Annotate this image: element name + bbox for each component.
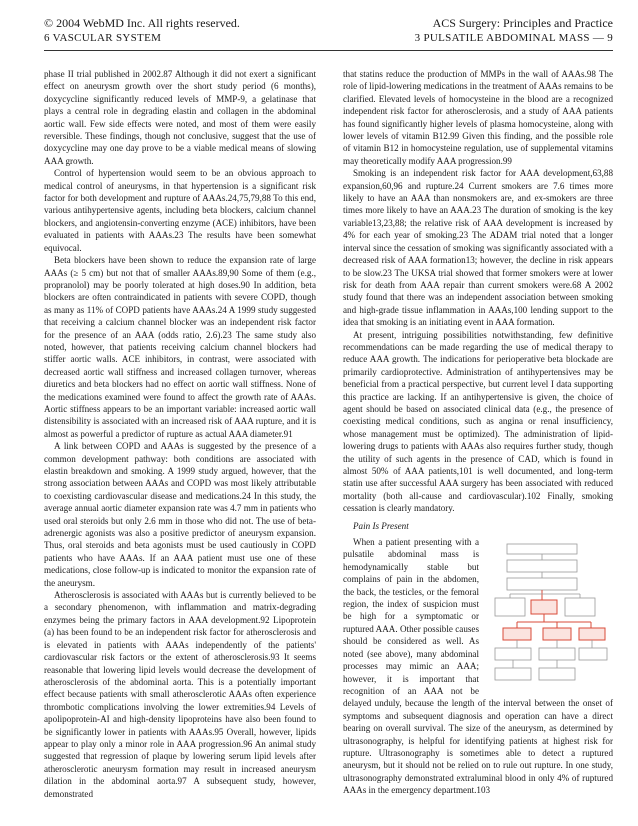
flow-box [539, 668, 575, 680]
running-header-left [44, 16, 240, 46]
flow-box [507, 544, 577, 554]
body-paragraph: When a patient presenting with a pulsatile abdominal mass is hemodynamically stable but complains of pain in the abdomen, the back, the testicles, or the femoral region, the index of suspicion must be high for a symptomatic or ruptured AAA. Other possible causes should be considered as well. As noted (see above), many abdominal processes may mimic an AAA; however, it is important that recognition of an AAA not be delayed unduly, because the length of the interval between the onset of symptoms and subsequent diagnosis and operation can have a direct bearing on overall survival. The size of the aneurysm, as determined by ultrasonography, is helpful for identifying patients at highest risk for rupture. Ultrasonography is sometimes able to detect a ruptured aneurysm, but it should not be relied on to rule out rupture. In one study, ultrasonography demonstrated extraluminal blood in only 4% of ruptured AAAs in the emergency department.103 [343, 537, 613, 796]
body-paragraph: Beta blockers have been shown to reduce the expansion rate of large AAAs (≥ 5 cm) but not that of smaller AAAs.89,90 Some of them (e.g., propranolol) may be poorly tolerated at high doses.90 In addition, beta blockers are often contraindicated in patients with severe COPD, though as many as 11% of COPD patients have AAAs.24 A 1999 study suggested that receiving a calcium channel blocker was an independent risk factor for the presence of an AAA (odds ratio, 2.6).23 The same study also noted, however, that patients receiving calcium channel blockers had stiffer aortic walls. ACE inhibitors, in contrast, were associated with decreased aortic wall stiffness and increased collagen turnover, whereas diuretics and beta blockers had no effect on aortic wall stiffness. None of the medications examined were found to affect the growth rate of AAAs. Aortic stiffness appears to be an important variable: increased aortic wall distensibility is associated with an increased risk of AAA rupture, and it is almost as powerful a predictor of rupture as actual AAA diameter.91 [44, 255, 316, 439]
flowchart-svg [487, 538, 613, 686]
right-column [343, 68, 613, 797]
body-paragraph: Control of hypertension would seem to be an obvious approach to medical control of aneurysms, in that hypertension is a significant risk factor for both development and rupture of AAAs.24,75,79,88 To this end, various antihypertensive agents, including beta blockers, calcium channel blockers, and angiotensin-converting enzyme (ACE) inhibitors, have been evaluated in patients with AAAs.23 The results have been somewhat equivocal. [44, 168, 316, 253]
flow-box [507, 560, 577, 572]
subheading: Pain Is Present [353, 520, 409, 531]
flow-box [495, 668, 531, 680]
flow-box [507, 578, 577, 590]
algorithm-flowchart-thumbnail [487, 538, 613, 686]
flow-box [539, 648, 575, 660]
flow-box-highlight [543, 628, 571, 640]
body-paragraph: A link between COPD and AAAs is suggested by the presence of a common development pathway: both conditions are associated with elastin breakdown and smoking. A 1999 study argued, however, that the strong association between AAAs and COPD was most likely attributable to coexisting cardiovascular disease and medications.24 In this study, the average annual aortic diameter expansion rate was 4.7 mm in patients who used oral steroids but only 2.6 mm in those who did not. The use of beta-adrenergic agonists was also a positive predictor of aneurysm expansion. Thus, oral steroids and beta agonists must be used cautiously in COPD patients who have AAAs. If an AAA patient must use one of these medications, close follow-up is indicated to monitor the expansion rate of the aneurysm. [44, 441, 316, 588]
section-label: 6 VASCULAR SYSTEM [44, 32, 162, 44]
body-paragraph: that statins reduce the production of MMPs in the wall of AAAs.98 The role of lipid-lowering medications in the treatment of AAAs remains to be clarified. Elevated levels of homocysteine in the blood are a recognized independent risk factor for atherosclerosis, and a study of AAA patients has found significantly higher levels of plasma homocysteine, along with lower levels of vitamin B12.99 Given this finding, and the possible role of vitamin B12 in homocysteine regulation, use of supplemental vitamins may theoretically modify AAA progression.99 [343, 69, 613, 166]
body-paragraph: At present, intriguing possibilities notwithstanding, few definitive recommendations can be made regarding the use of medical therapy to reduce AAA growth. The indications for perioperative beta blockade are primarily cardioprotective. Administration of antihypertensives may be beneficial from a practical perspective, but current level I data supporting this practice are lacking. If an antihypertensive is given, the choice of agent should be based on associated clinical data (e.g., the presence of coexisting medical conditions, such as angina or renal insufficiency, whose management must be optimized). The administration of lipid-lowering drugs to patients with AAAs also requires further study, though the utility of such agents in the presence of CAD, which is found in almost 50% of AAA patients,101 is well documented, and long-term statin use after successful AAA surgery has been associated with reduced mortality (both all-cause and cardiovascular).102 Finally, smoking cessation is clearly mandatory. [343, 329, 613, 514]
chapter-label: 3 PULSATILE ABDOMINAL MASS — 9 [414, 32, 613, 44]
flow-box-highlight [503, 628, 531, 640]
flow-box-highlight [579, 628, 605, 640]
body-paragraph: Smoking is an independent risk factor for AAA development,63,88 expansion,60,96 and rupture.24 Current smokers are 7.6 times more likely to have an AAA than nonsmokers are, and ex-smokers are three times more likely to have an AAA.23 The duration of smoking is the key variable13,23,88; the relative risk of AAA development is increased by 4% for each year of smoking.23 The ADAM trial noted that a longer interval since the cessation of smoking was significantly associated with a decreased risk of AAA formation13; however, the decline in risk appears to be slow.23 The UKSA trial showed that former smokers were at lower risk for death from AAA repair than current smokers were.68 A 2002 study found that there was an independent association between smoking and high-grade tissue inflammation in AAAs,100 lending support to the idea that smoking is an initiating event in AAA formation. [343, 168, 613, 328]
flow-box [495, 598, 525, 616]
left-column [44, 68, 316, 800]
header-rule [44, 50, 613, 51]
flow-box [495, 648, 531, 660]
body-paragraph: phase II trial published in 2002.87 Although it did not exert a significant effect on aneurysm growth over the short study period (6 months), doxycycline significantly reduced levels of MMP-9, a gelatinase that plays a central role in degrading elastin and collagen in the abdominal aortic wall. Few side effects were noted, and most of them were easily reversible. These findings, though not conclusive, suggest that the use of doxycycline may one day prove to be a viable medical means of slowing AAA growth. [44, 69, 316, 166]
flow-box [579, 648, 607, 660]
flow-box [565, 598, 595, 616]
flow-box-highlight [531, 600, 557, 614]
running-header-right [415, 16, 613, 46]
copyright-line: © 2004 WebMD Inc. All rights reserved. [44, 16, 240, 30]
book-title: ACS Surgery: Principles and Practice [432, 16, 613, 30]
body-paragraph: Atherosclerosis is associated with AAAs but is currently believed to be a secondary phenomenon, with inflammation and matrix-degrading enzymes being the primary factors in AAA development.92 Lipoprotein (a) has been found to be an independent risk factor for atherosclerosis and is elevated in patients with AAAs independently of the patients' cardiovascular risk factors or the extent of atherosclerosis.93 It seems reasonable that lowering lipid levels would decrease the development of atherosclerosis of the abdominal aorta. This is a potentially important effect because patients with small atherosclerotic AAAs often experience thrombotic complications involving the lower extremities.94 Levels of apolipoprotein-AI and high-density lipoproteins have also been found to be significantly lower in patients with AAAs.95 Overall, however, lipids appear to play only a minor role in AAA progression.96 An animal study suggested that regression of plaque by lowering serum lipid levels after atherosclerotic aneurysm formation may result in increased aneurysm dilation in the abdominal aorta.97 A subsequent study, however, demonstrated [44, 590, 316, 799]
